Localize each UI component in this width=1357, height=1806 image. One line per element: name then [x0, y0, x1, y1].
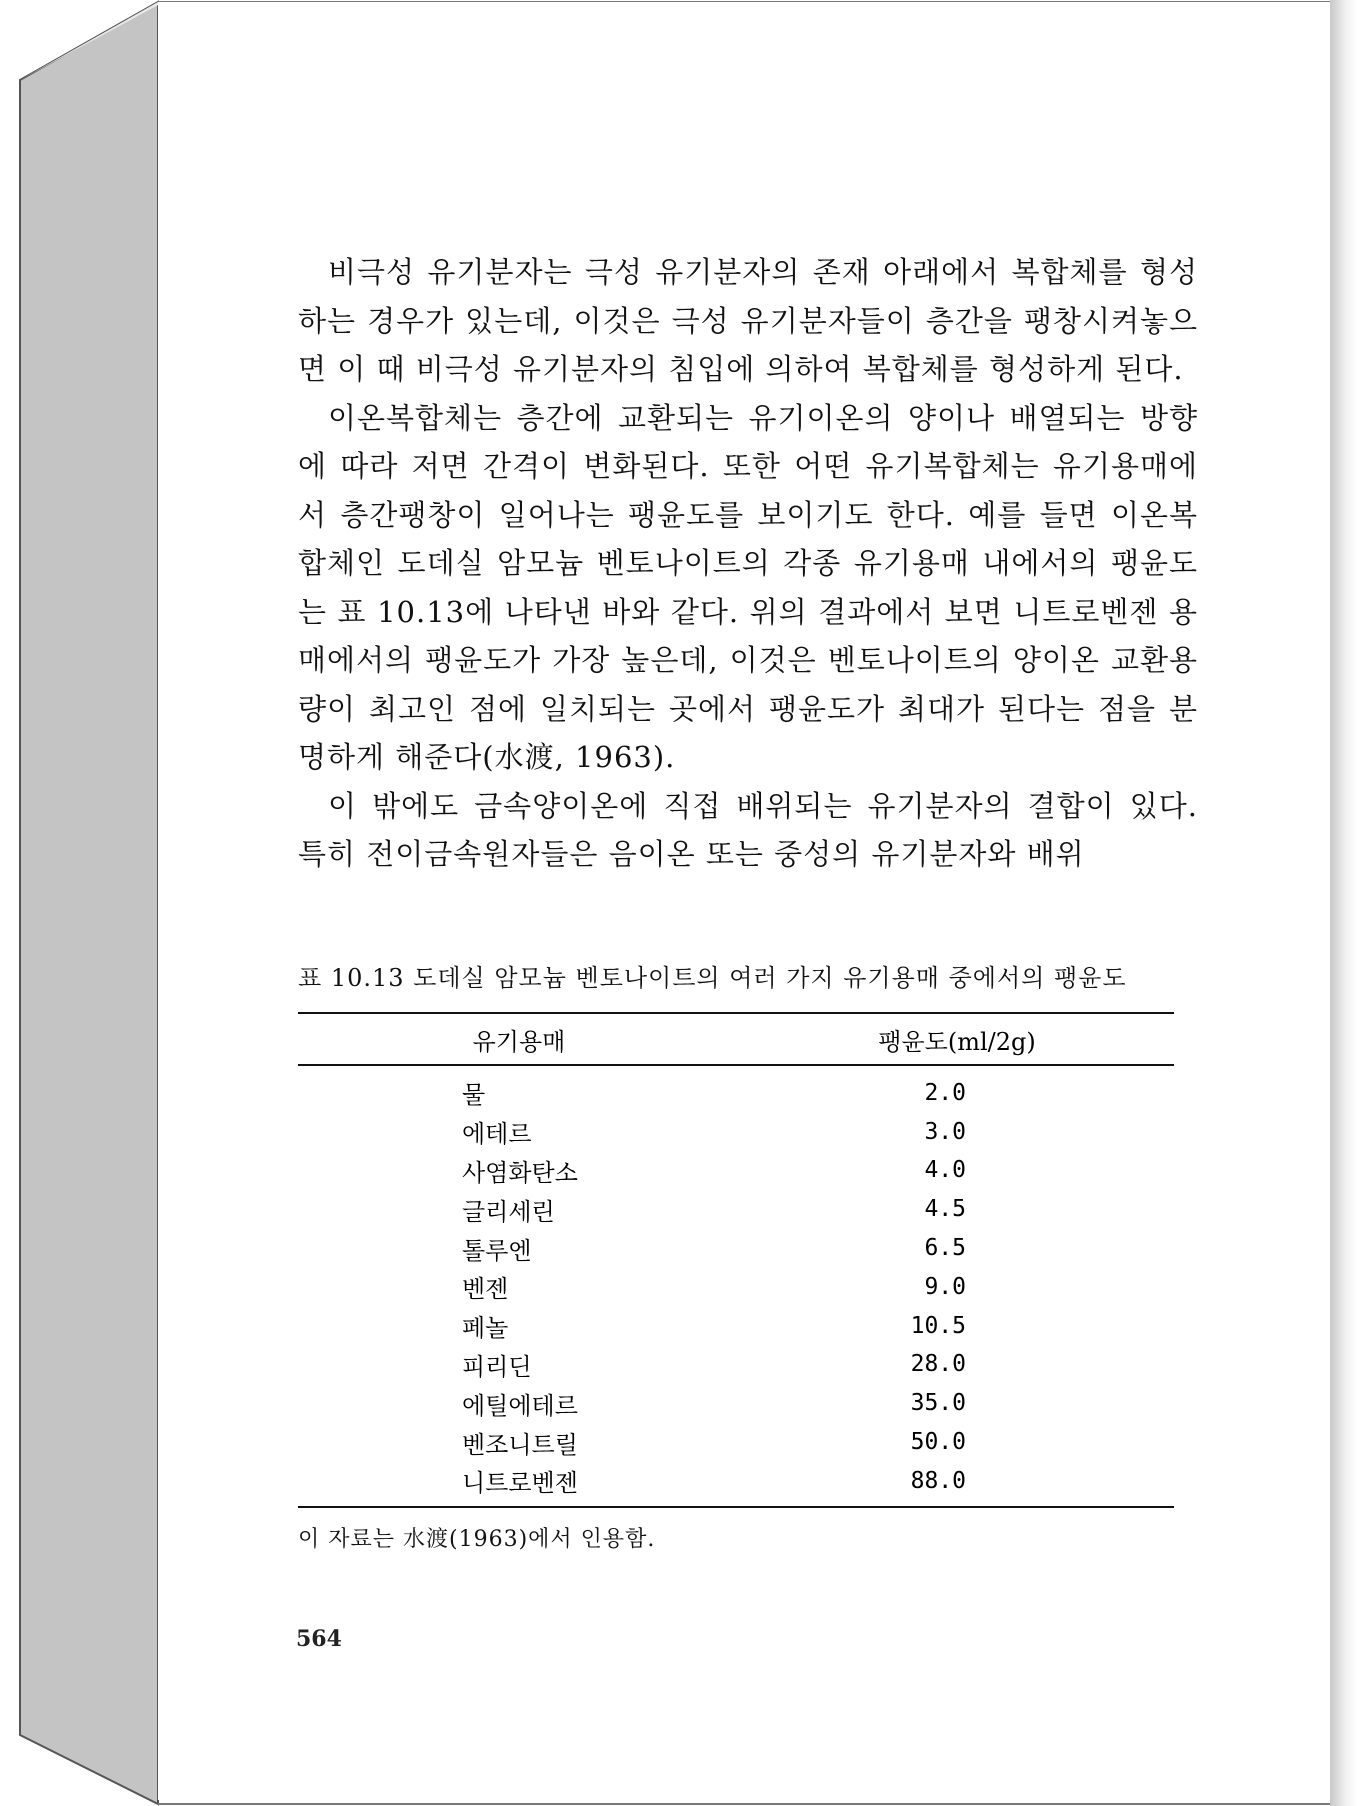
swelling-value: 2.0: [924, 1079, 966, 1106]
table-body: [298, 1066, 1174, 1507]
body-text: [298, 248, 1198, 879]
table-caption: 표 10.13 도데실 암모늄 벤토나이트의 여러 가지 유기용매 중에서의 팽윤도: [298, 964, 1127, 992]
solvent-name: 에테르: [462, 1120, 532, 1149]
swelling-value: 9.0: [924, 1273, 966, 1300]
solvent-name: 벤조니트릴: [462, 1430, 578, 1459]
solvent-name: 에틸에테르: [462, 1391, 578, 1420]
swelling-table: [298, 1012, 1174, 1508]
table-row: [298, 1267, 1174, 1306]
page-edge-shadow: [1330, 0, 1357, 1806]
swelling-value: 10.5: [910, 1312, 966, 1339]
swelling-value: 4.0: [924, 1157, 966, 1184]
solvent-name: 물: [462, 1081, 486, 1110]
solvent-name: 니트로벤젠: [462, 1469, 578, 1498]
paragraph-1: 비극성 유기분자는 극성 유기분자의 존재 아래에서 복합체를 형성하는 경우가 있는데, 이것은 극성 유기분자들이 층간을 팽창시켜놓으면 이 때 비극성 유기분자의 침입에 의하여 복합체를 형성하게 된다.: [298, 255, 1198, 386]
table-row: [298, 1461, 1174, 1500]
page-number: 564: [296, 1626, 342, 1652]
table-row: [298, 1229, 1174, 1268]
swelling-value: 88.0: [910, 1467, 966, 1494]
table-bottom-rule: [298, 1506, 1174, 1508]
table-row: [298, 1074, 1174, 1113]
solvent-name: 사염화탄소: [462, 1158, 578, 1187]
swelling-value: 35.0: [910, 1390, 966, 1417]
swelling-value: 6.5: [924, 1235, 966, 1262]
swelling-value: 3.0: [924, 1118, 966, 1145]
table-row: [298, 1423, 1174, 1462]
swelling-value: 50.0: [910, 1429, 966, 1456]
table-header: [298, 1014, 1174, 1064]
header-swelling: 팽윤도(ml/2g): [878, 1027, 1036, 1056]
solvent-name: 벤젠: [462, 1275, 509, 1304]
solvent-name: 톨루엔: [462, 1236, 532, 1265]
table-row: [298, 1112, 1174, 1151]
table-source-note: 이 자료는 水渡(1963)에서 인용함.: [298, 1527, 656, 1552]
table-row: [298, 1345, 1174, 1384]
solvent-name: 페놀: [462, 1314, 509, 1343]
solvent-name: 글리세린: [462, 1197, 555, 1226]
swelling-value: 28.0: [910, 1351, 966, 1378]
paragraph-3: 이 밖에도 금속양이온에 직접 배위되는 유기분자의 결합이 있다. 특히 전이금속원자들은 음이온 또는 중성의 유기분자와 배위: [298, 788, 1198, 871]
paragraph-2: 이온복합체는 층간에 교환되는 유기이온의 양이나 배열되는 방향에 따라 저면 간격이 변화된다. 또한 어떤 유기복합체는 유기용매에서 층간팽창이 일어나는 팽윤도를 보이기도 한다. 예를 들면 이온복합체인 도데실 암모늄 벤토나이트의 각종 유기용매 내에서의 팽윤도는 표 10.13에 나타낸 바와 같다. 위의 결과에서 보면 니트로벤젠 용매에서의 팽윤도가 가장 높은데, 이것은 벤토나이트의 양이온 교환용량이 최고인 점에 일치되는 곳에서 팽윤도가 최대가 된다는 점을 분명하게 해준다(水渡, 1963).: [298, 400, 1198, 774]
table-row: [298, 1384, 1174, 1423]
solvent-name: 피리딘: [462, 1352, 532, 1381]
header-solvent: 유기용매: [472, 1027, 566, 1056]
swelling-value: 4.5: [924, 1196, 966, 1223]
table-row: [298, 1190, 1174, 1229]
table-row: [298, 1151, 1174, 1190]
table-row: [298, 1306, 1174, 1345]
